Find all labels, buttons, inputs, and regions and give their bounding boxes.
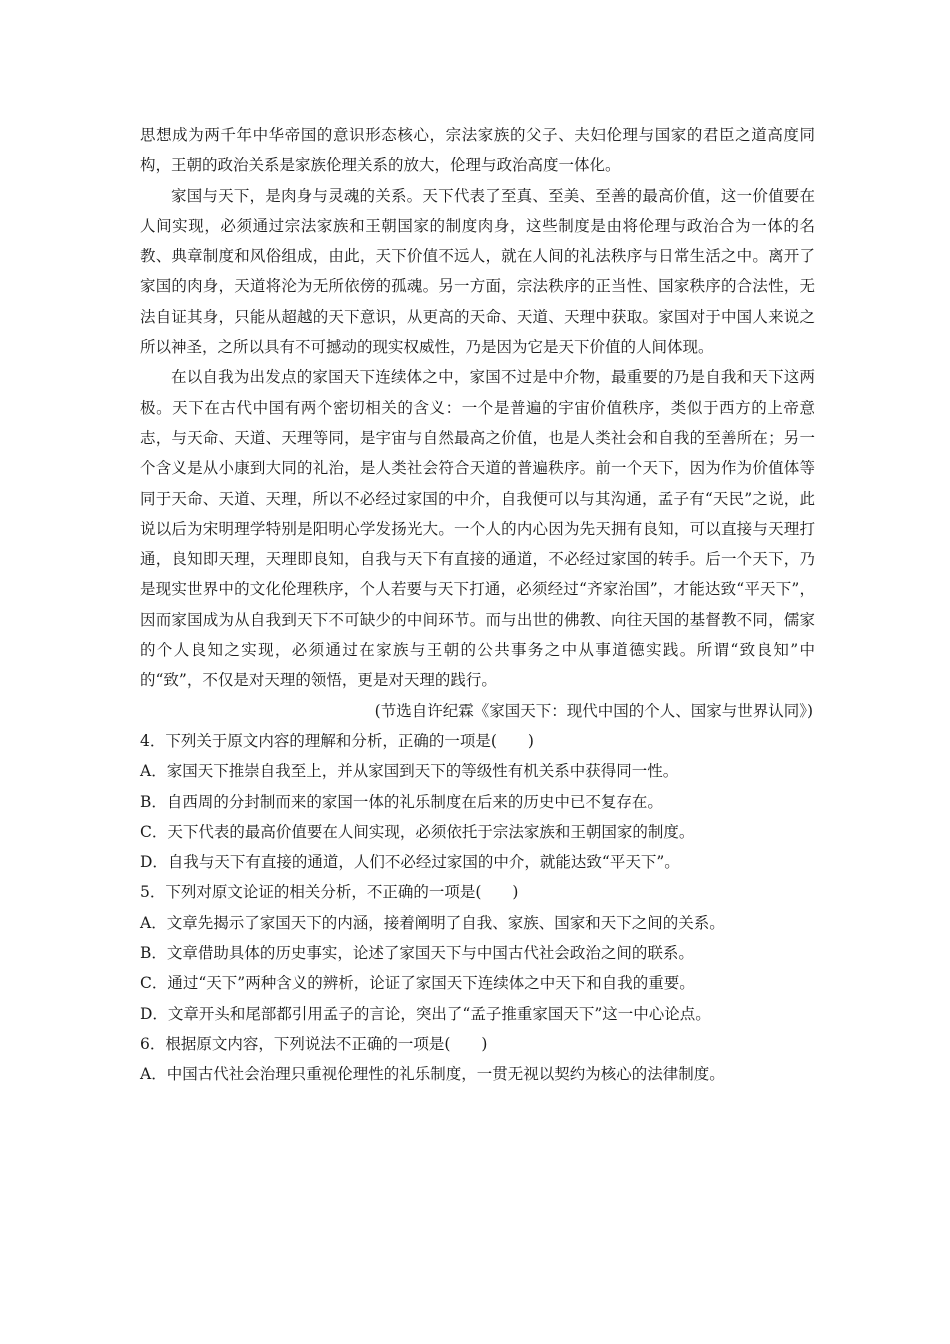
passage-paragraph-2: 家国与天下，是肉身与灵魂的关系。天下代表了至真、至美、至善的最高价值，这一价值要在人间实现，必须通过宗法家族和王朝国家的制度肉身，这些制度是由将伦理与政治合为一体的名教、典章制度和风俗组成，由此，天下价值不远人，就在人间的礼法秩序与日常生活之中。离开了家国的肉身，天道将沦为无所依傍的孤魂。另一方面，宗法秩序的正当性、国家秩序的合法性，无法自证其身，只能从超越的天下意识，从更高的天命、天道、天理中获取。家国对于中国人来说之所以神圣，之所以具有不可撼动的现实权威性，乃是因为它是天下价值的人间体现。	[140, 186, 815, 357]
passage-paragraph-1: 思想成为两千年中华帝国的意识形态核心，宗法家族的父子、夫妇伦理与国家的君臣之道高度同构，王朝的政治关系是家族伦理关系的放大，伦理与政治高度一体化。	[140, 126, 815, 175]
question-5	[140, 877, 815, 1028]
option-a: A．文章先揭示了家国天下的内涵，接着阐明了自我、家族、国家和天下之间的关系。	[140, 913, 725, 932]
option-c: C．天下代表的最高价值要在人间实现，必须依托于宗法家族和王朝国家的制度。	[140, 822, 695, 841]
option-d: D．自我与天下有直接的通道，人们不必经过家国的中介，就能达致“平天下”。	[140, 853, 680, 872]
option-a: A．中国古代社会治理只重视伦理性的礼乐制度，一贯无视以契约为核心的法律制度。	[140, 1065, 725, 1084]
question-stem: 5．下列对原文论证的相关分析，不正确的一项是( )	[140, 883, 519, 902]
option-a: A．家国天下推崇自我至上，并从家国到天下的等级性有机关系中获得同一性。	[140, 762, 679, 781]
passage-source: (节选自许纪霖《家国天下：现代中国的个人、国家与世界认同》)	[374, 701, 813, 720]
option-b: B．自西周的分封制而来的家国一体的礼乐制度在后来的历史中已不复存在。	[140, 792, 663, 811]
question-4	[140, 726, 815, 877]
document-page	[140, 120, 815, 1090]
question-6	[140, 1029, 815, 1090]
question-stem: 6．根据原文内容，下列说法不正确的一项是( )	[140, 1034, 488, 1053]
option-b: B．文章借助具体的历史事实，论述了家国天下与中国古代社会政治之间的联系。	[140, 944, 694, 963]
question-stem: 4．下列关于原文内容的理解和分析，正确的一项是( )	[140, 731, 534, 750]
option-c: C．通过“天下”两种含义的辨析，论证了家国天下连续体之中天下和自我的重要。	[140, 974, 695, 993]
passage-paragraph-3: 在以自我为出发点的家国天下连续体之中，家国不过是中介物，最重要的乃是自我和天下这两极。天下在古代中国有两个密切相关的含义：一个是普遍的宇宙价值秩序，类似于西方的上帝意志，与天命、天道、天理等同，是宇宙与自然最高之价值，也是人类社会和自我的至善所在；另一个含义是从小康到大同的礼治，是人类社会符合天道的普遍秩序。前一个天下，因为作为价值体等同于天命、天道、天理，所以不必经过家国的中介，自我便可以与其沟通，孟子有“天民”之说，此说以后为宋明理学特别是阳明心学发扬光大。一个人的内心因为先天拥有良知，可以直接与天理打通，良知即天理，天理即良知，自我与天下有直接的通道，不必经过家国的转手。后一个天下，乃是现实世界中的文化伦理秩序，个人若要与天下打通，必须经过“齐家治国”，才能达致“平天下”，因而家国成为从自我到天下不可缺少的中间环节。而与出世的佛教、向往天国的基督教不同，儒家的个人良知之实现，必须通过在家族与王朝的公共事务之中从事道德实践。所谓“致良知”中的“致”，不仅是对天理的领悟，更是对天理的践行。	[140, 368, 815, 690]
option-d: D．文章开头和尾部都引用孟子的言论，突出了“孟子推重家国天下”这一中心论点。	[140, 1004, 711, 1023]
